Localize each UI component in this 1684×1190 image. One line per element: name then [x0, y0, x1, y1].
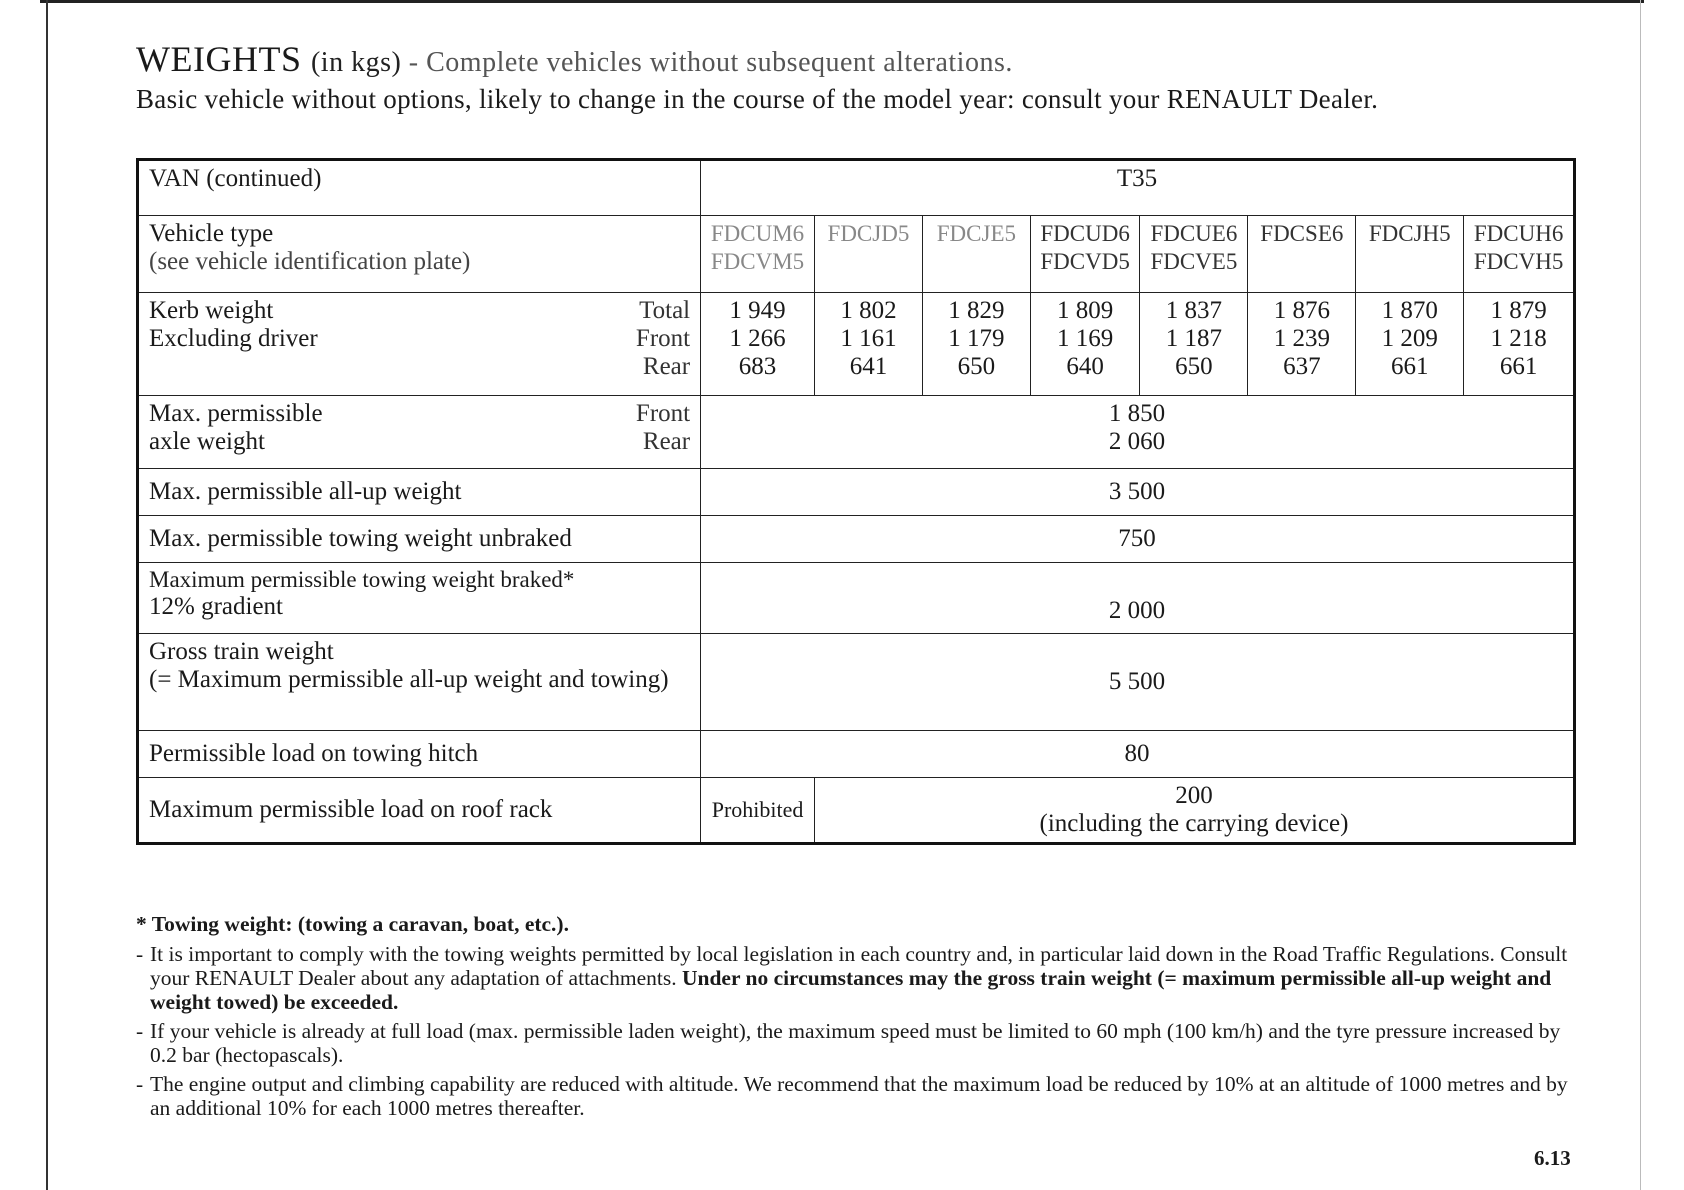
title-unit: (in kgs)	[310, 47, 402, 78]
braked-label: Maximum permissible towing weight braked*	[149, 567, 575, 592]
vehicle-type-cell	[1030, 216, 1140, 293]
kerb-total: 1 879	[1490, 297, 1547, 324]
kerb-values-cell	[1356, 293, 1464, 396]
header-model-cell: T35	[701, 160, 1575, 216]
title-line	[136, 38, 1576, 84]
axle-label-2: axle weight	[149, 428, 265, 455]
braked-sub: 12% gradient	[149, 593, 283, 620]
kerb-values-cell	[1140, 293, 1248, 396]
kerb-front: 1 161	[840, 325, 897, 352]
vehicle-type-code: FDCVE5	[1150, 249, 1238, 274]
axle-weight-row	[138, 396, 1575, 469]
kerb-rear: 637	[1283, 353, 1321, 380]
kerb-total: 1 870	[1381, 297, 1438, 324]
gross-label: Gross train weight	[149, 638, 334, 665]
kerb-front: 1 218	[1490, 325, 1547, 352]
gross-sub: (= Maximum permissible all-up weight and towing)	[149, 666, 669, 693]
axle-front-value: 1 850	[1108, 400, 1166, 427]
vehicle-type-row	[138, 216, 1575, 293]
kerb-total: 1 809	[1057, 297, 1114, 324]
footnote-1-bold: Under no circumstances may the gross train weight (= maximum permissible all-up weight and weight towed) be exceeded.	[150, 966, 1552, 1014]
kerb-sub-front: Front	[635, 325, 691, 352]
vehicle-type-sub: (see vehicle identification plate)	[149, 248, 471, 275]
vehicle-type-code: FDCJE5	[936, 221, 1016, 246]
kerb-label-cell	[138, 293, 701, 396]
kerb-values-cell	[1464, 293, 1575, 396]
allup-row	[138, 469, 1575, 516]
vehicle-type-code: FDCUM6	[710, 221, 805, 246]
vehicle-type-cell	[701, 216, 815, 293]
title-rest: - Complete vehicles without subsequent alterations.	[401, 47, 1013, 78]
vehicle-type-cell	[1464, 216, 1575, 293]
footnote-para-3: - The engine output and climbing capability are reduced with altitude. We recommend that the maximum load be reduced by 10% at an altitude of 1000 metres and by an additional 10% for each 1000 metres thereafter.	[136, 1072, 1568, 1120]
kerb-rear: 683	[738, 353, 777, 380]
vehicle-type-label-cell	[138, 216, 701, 293]
vehicle-type-cell	[814, 216, 922, 293]
footnotes	[136, 912, 1580, 1125]
table-header-row	[138, 160, 1575, 216]
kerb-rear: 650	[1175, 353, 1213, 380]
axle-sub-front: Front	[635, 400, 691, 427]
braked-label-cell	[138, 563, 701, 634]
vehicle-type-code: FDCVM5	[710, 249, 805, 274]
vehicle-type-code: FDCVH5	[1473, 249, 1564, 274]
kerb-weight-row	[138, 293, 1575, 396]
page-binding-rule	[46, 0, 48, 1190]
kerb-values-cell	[701, 293, 815, 396]
unbraked-row	[138, 516, 1575, 563]
vehicle-type-code: FDCUE6	[1150, 221, 1238, 246]
axle-label-cell	[138, 396, 701, 469]
hitch-label: Permissible load on towing hitch	[138, 731, 701, 778]
heading-description: Basic vehicle without options, likely to change in the course of the model year: consult your RENAULT Dealer.	[136, 84, 1379, 114]
page-top-rule	[40, 0, 1644, 3]
roof-value: 200	[1175, 782, 1213, 809]
vehicle-type-cell	[1248, 216, 1356, 293]
kerb-values-cell	[1030, 293, 1140, 396]
kerb-label: Kerb weight	[149, 297, 274, 324]
kerb-total: 1 876	[1273, 297, 1330, 324]
vehicle-type-code: FDCUD6	[1040, 221, 1130, 246]
kerb-total: 1 837	[1165, 297, 1223, 324]
kerb-total: 1 802	[840, 297, 897, 324]
kerb-front: 1 209	[1381, 325, 1438, 352]
vehicle-type-code: FDCJH5	[1368, 221, 1451, 246]
header-left-cell: VAN (continued)	[138, 160, 701, 216]
gross-label-cell	[138, 634, 701, 731]
kerb-rear: 661	[1499, 353, 1538, 380]
kerb-front: 1 179	[948, 325, 1005, 352]
kerb-rear: 661	[1391, 353, 1429, 380]
vehicle-type-cell	[922, 216, 1030, 293]
kerb-rear: 641	[849, 353, 888, 380]
page-edge-rule	[1640, 0, 1641, 1190]
kerb-front: 1 266	[729, 325, 786, 352]
hitch-value: 80	[701, 731, 1575, 778]
kerb-values-cell	[814, 293, 922, 396]
kerb-front: 1 169	[1057, 325, 1114, 352]
vehicle-type-code: FDCUH6	[1473, 221, 1564, 246]
footnote-star: * Towing weight: (towing a caravan, boat, etc.).	[136, 912, 569, 936]
kerb-sub-total: Total	[639, 297, 691, 324]
unbraked-value: 750	[701, 516, 1575, 563]
vehicle-type-code: FDCJD5	[827, 221, 910, 246]
roof-value-sub: (including the carrying device)	[1039, 810, 1349, 837]
weights-table	[136, 158, 1576, 845]
kerb-values-cell	[1248, 293, 1356, 396]
footnote-3-text: The engine output and climbing capability are reduced with altitude. We recommend that the maximum load be reduced by 10% at an altitude of 1000 metres and by an additional 10% for each 1000 metres thereafter.	[150, 1072, 1568, 1120]
roof-row	[138, 778, 1575, 844]
kerb-total: 1 829	[948, 297, 1005, 324]
allup-label: Max. permissible all-up weight	[138, 469, 701, 516]
kerb-front: 1 239	[1273, 325, 1330, 352]
kerb-rear: 640	[1066, 353, 1104, 380]
kerb-rear: 650	[957, 353, 996, 380]
kerb-front: 1 187	[1165, 325, 1223, 352]
vehicle-type-cell	[1140, 216, 1248, 293]
allup-value: 3 500	[701, 469, 1575, 516]
axle-label: Max. permissible	[149, 400, 323, 427]
axle-sub-rear: Rear	[642, 428, 691, 455]
unbraked-label: Max. permissible towing weight unbraked	[138, 516, 701, 563]
roof-value-cell	[814, 778, 1574, 844]
roof-label: Maximum permissible load on roof rack	[138, 778, 701, 844]
vehicle-type-label: Vehicle type	[149, 220, 274, 247]
braked-value: 2 000	[701, 563, 1575, 634]
page-heading	[136, 38, 1576, 114]
axle-rear-value: 2 060	[1108, 428, 1166, 455]
footnote-2-text: If your vehicle is already at full load (max. permissible laden weight), the maximum speed must be limited to 60 mph (100 km/h) and the tyre pressure increased by 0.2 bar (hectopascals).	[150, 1019, 1561, 1067]
roof-prohibited: Prohibited	[701, 778, 815, 844]
kerb-label-2: Excluding driver	[149, 325, 318, 352]
vehicle-type-code: FDCSE6	[1260, 221, 1344, 246]
title: WEIGHTS	[136, 39, 302, 79]
kerb-sub-rear: Rear	[642, 353, 691, 380]
page-number: 6.13	[1534, 1146, 1571, 1170]
footnote-para-1: - It is important to comply with the towing weights permitted by local legislation in each country and, in particular laid down in the Road Traffic Regulations. Consult your RENAULT Dealer about any adaptation of attachments. Under no circumstances may the gross train weight (= maximum permissible all-up weight and weight towed) be exceeded.	[136, 942, 1568, 1014]
vehicle-type-cell	[1356, 216, 1464, 293]
gross-row	[138, 634, 1575, 731]
kerb-values-cell	[922, 293, 1030, 396]
kerb-total: 1 949	[729, 297, 786, 324]
footnote-1-text: It is important to comply with the towing weights permitted by local legislation in each country and, in particular laid down in the Road Traffic Regulations. Consult your RENAULT Dealer about any adaptation of attachments.	[150, 942, 1568, 990]
axle-values-cell	[701, 396, 1575, 469]
gross-value: 5 500	[701, 634, 1575, 731]
vehicle-type-code: FDCVD5	[1040, 249, 1130, 274]
hitch-row	[138, 731, 1575, 778]
footnote-para-2: - If your vehicle is already at full load (max. permissible laden weight), the maximum speed must be limited to 60 mph (100 km/h) and the tyre pressure increased by 0.2 bar (hectopascals).	[136, 1019, 1561, 1067]
braked-row	[138, 563, 1575, 634]
